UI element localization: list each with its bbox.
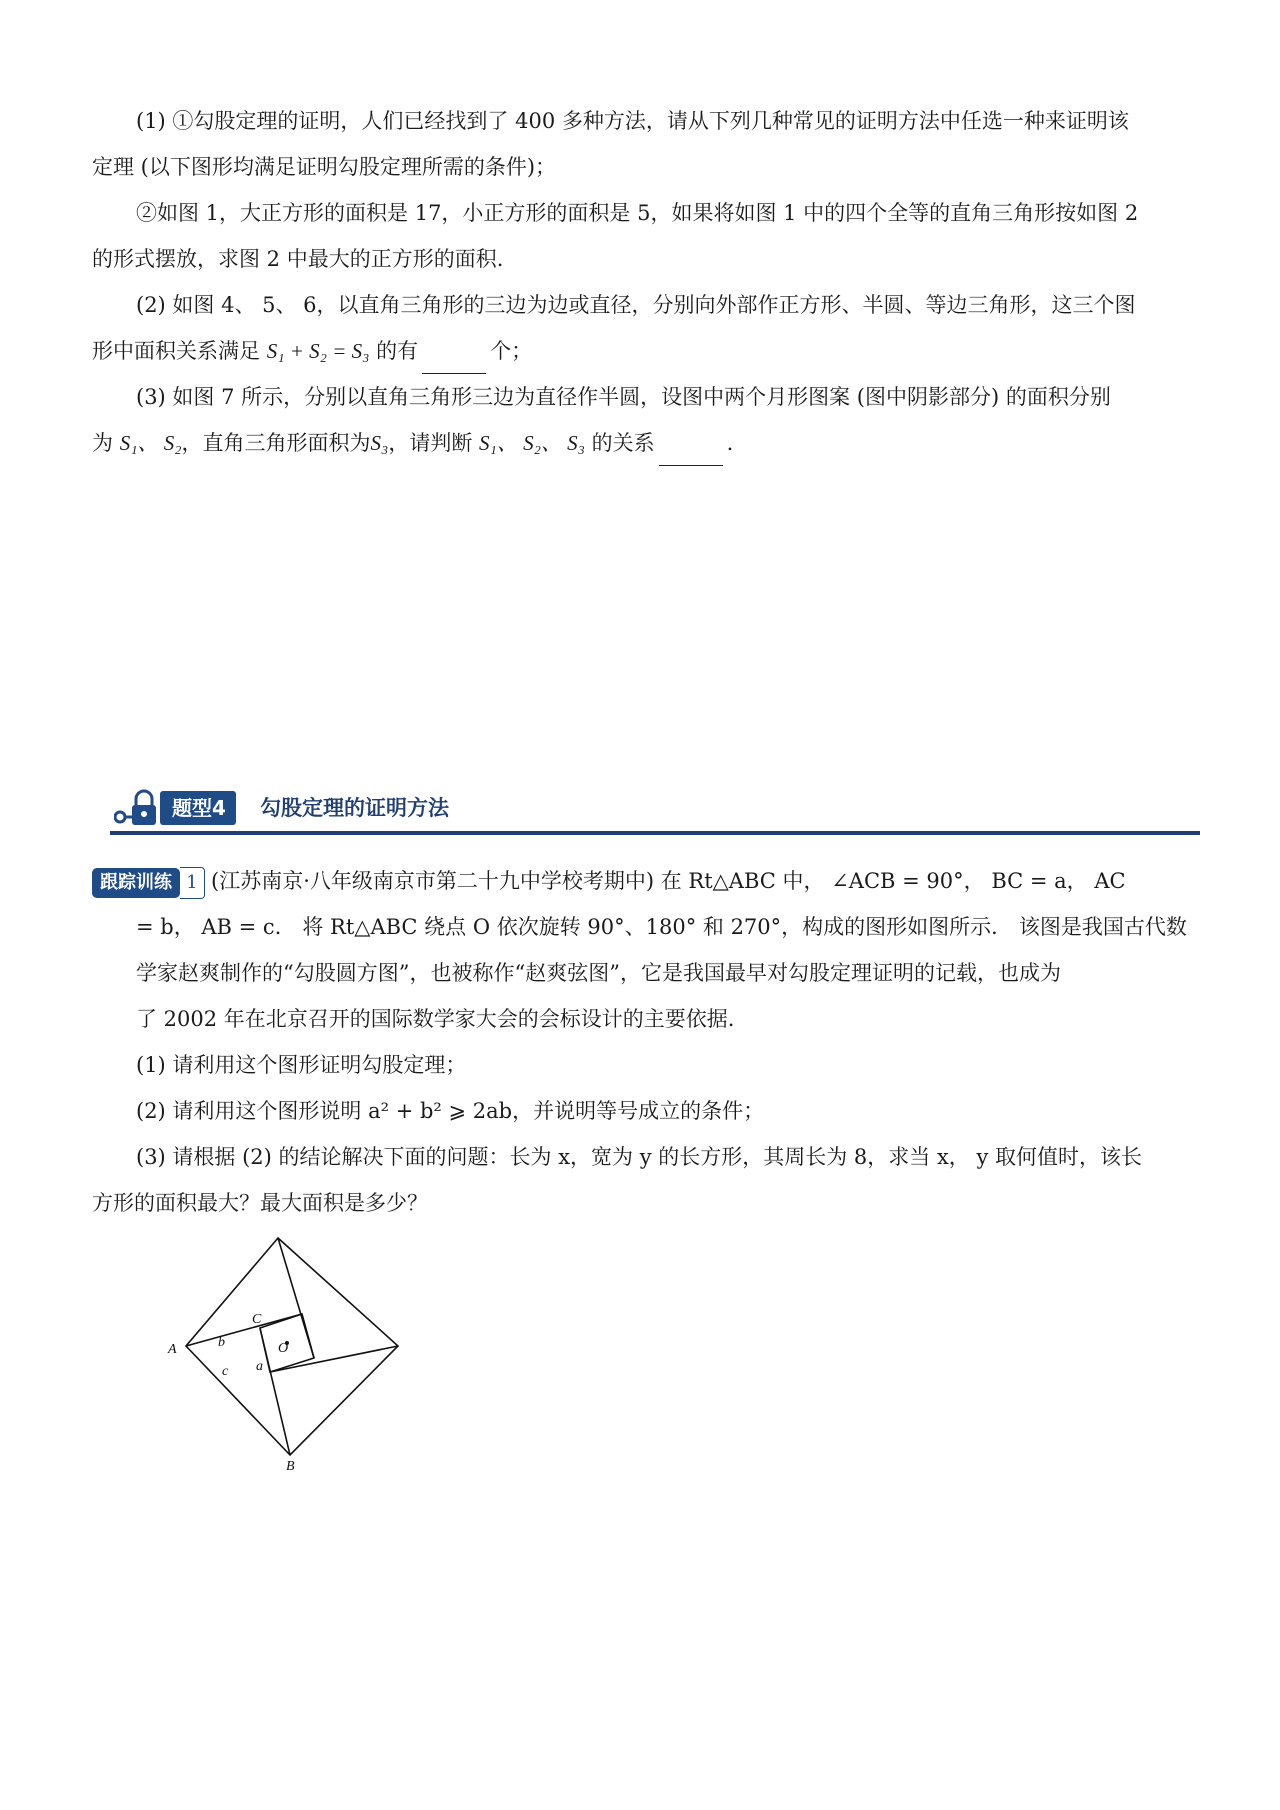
equation-s1-s2-s3: S₁ + S₂ = S₃: [266, 339, 370, 363]
part3-line2: 为 S₁、 S₂，直角三角形面积为S₃，请判断 S₁、 S₂、 S₃ 的关系 .: [92, 420, 1192, 466]
track-badge: 跟踪训练: [92, 868, 180, 898]
part3-text-mid: ，直角三角形面积为: [181, 431, 371, 455]
section-badge: 题型4: [160, 791, 236, 825]
part2-line2: [92, 328, 1192, 374]
label-b: b: [218, 1335, 225, 1350]
section-header: [110, 785, 1200, 835]
leg-top: [278, 1238, 314, 1358]
part3-text-end: 的关系: [591, 431, 655, 455]
answer-blank-2[interactable]: [659, 441, 723, 466]
part2-text-end: 个；: [490, 339, 533, 363]
part1-line2: 定理 (以下图形均满足证明勾股定理所需的条件)；: [92, 155, 557, 179]
label-C: C: [252, 1312, 262, 1327]
exercise-text: [92, 858, 1192, 1226]
lock-icon: [114, 789, 162, 829]
question-2: (2) 请利用这个图形说明 a² + b² ⩾ 2ab，并说明等号成立的条件；: [136, 1099, 765, 1123]
label-B: B: [286, 1459, 295, 1470]
part2-text-post: 的有: [376, 339, 419, 363]
question-3-line2: 方形的面积最大？最大面积是多少？: [92, 1191, 428, 1215]
exercise-line2: = b， AB = c． 将 Rt△ABC 绕点 O 依次旋转 90°、180° 和 270°，构成的图形如图所示． 该图是我国古代数: [136, 915, 1187, 939]
label-A: A: [168, 1342, 177, 1357]
exercise-line4: 了 2002 年在北京召开的国际数学家大会的会标设计的主要依据.: [136, 1007, 735, 1031]
part3-text-pre: 为: [92, 431, 113, 455]
section-rule: [110, 831, 1200, 835]
part1-line4: 的形式摆放，求图 2 中最大的正方形的面积.: [92, 247, 504, 271]
s1-s2-symbols: S₁、 S₂: [119, 431, 182, 455]
exercise-line3: 学家赵爽制作的“勾股圆方图”，也被称作“赵爽弦图”，它是我国最早对勾股定理证明的记载，也成为: [136, 961, 1061, 985]
answer-blank[interactable]: [422, 349, 486, 374]
question-3-line1: (3) 请根据 (2) 的结论解决下面的问题：长为 x，宽为 y 的长方形，其周长为 8，求当 x， y 取何值时，该长: [136, 1145, 1143, 1169]
part1-text: [92, 98, 1192, 466]
leg-right: [270, 1346, 398, 1372]
part3-line1: (3) 如图 7 所示，分别以直角三角形三边为直径作半圆，设图中两个月形图案 (图中阴影部分) 的面积分别: [136, 385, 1111, 409]
label-O: O: [278, 1341, 289, 1356]
track-number: 1: [180, 867, 205, 899]
question-1: (1) 请利用这个图形证明勾股定理；: [136, 1053, 467, 1077]
zhao-shuang-figure: [160, 1230, 410, 1470]
part1-line1: (1) ①勾股定理的证明，人们已经找到了 400 多种方法，请从下列几种常见的证明方法中任选一种来证明该: [136, 109, 1129, 133]
exercise-line1-text: (江苏南京·八年级南京市第二十九中学校考期中) 在 Rt△ABC 中， ∠ACB = 90°， BC = a， AC: [211, 869, 1126, 893]
part3-text-mid2: ，请判断: [388, 431, 473, 455]
part1-line3: ②如图 1，大正方形的面积是 17，小正方形的面积是 5，如果将如图 1 中的四个全等的直角三角形按如图 2: [136, 201, 1139, 225]
part2-line1: (2) 如图 4、 5、 6，以直角三角形的三边为边或直径，分别向外部作正方形、半圆、等边三角形，这三个图: [136, 293, 1136, 317]
label-a: a: [256, 1359, 263, 1374]
label-c: c: [222, 1364, 229, 1379]
part2-text-pre: 形中面积关系满足: [92, 339, 260, 363]
exercise-line1: [92, 858, 1192, 904]
section-title: 勾股定理的证明方法: [260, 796, 449, 820]
s1-s2-s3-symbols: S₁、 S₂、 S₃: [479, 431, 585, 455]
s3-symbol: S₃: [370, 431, 389, 455]
